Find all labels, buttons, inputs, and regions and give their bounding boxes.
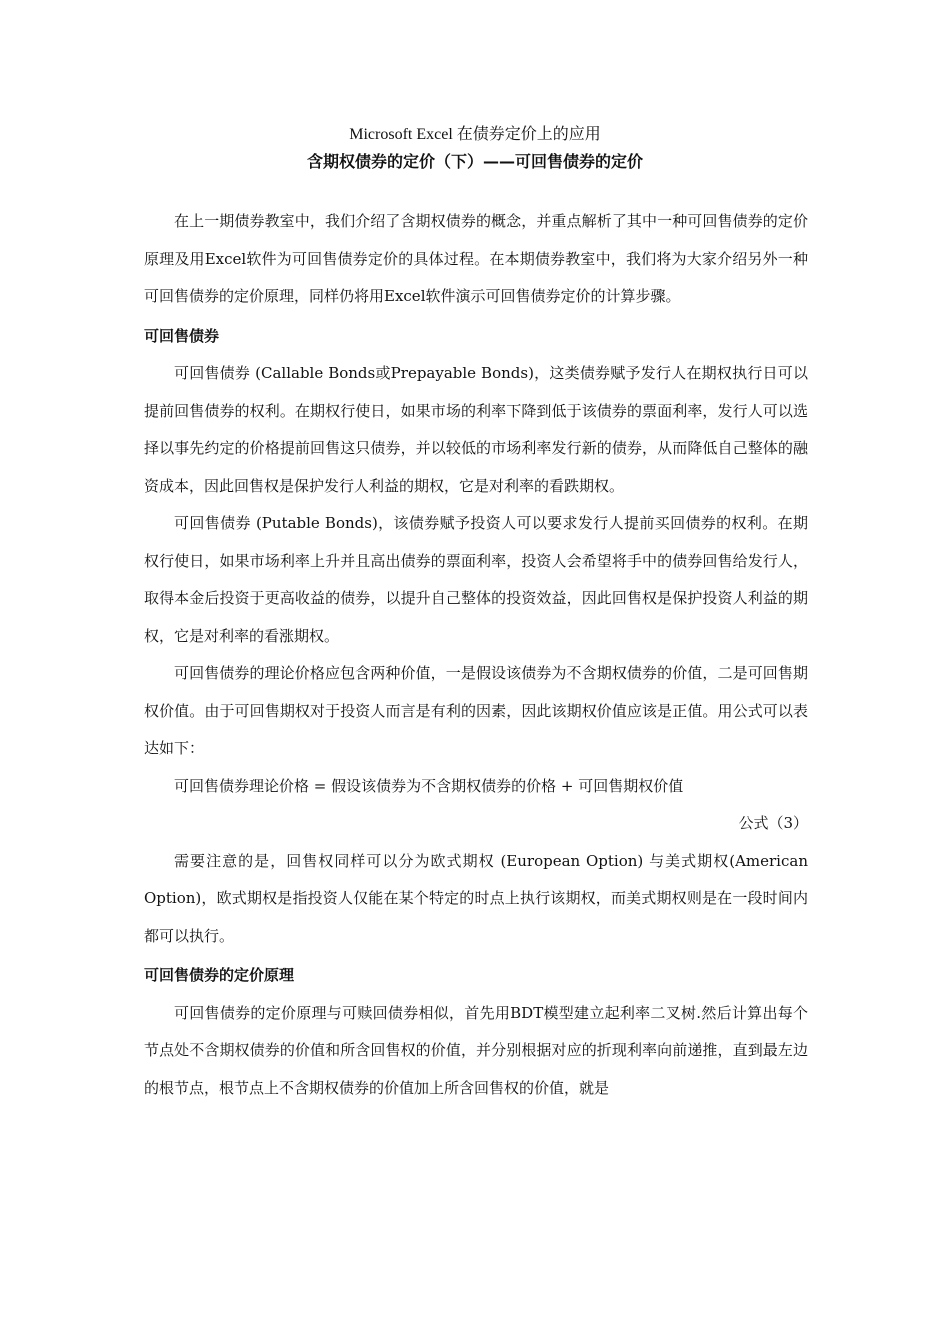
theoretical-value-paragraph: 可回售债券的理论价格应包含两种价值，一是假设该债券为不含期权债券的价值，二是可回售期权价值。由于可回售期权对于投资人而言是有利的因素，因此该期权价值应该是正值。用公式可以表达如下： [144,664,808,757]
document-body [144,203,808,1107]
option-type-paragraph: 需要注意的是，回售权同样可以分为欧式期权 (European Option) 与美式期权(American Option)，欧式期权是指投资人仅能在某个特定的时点上执行该期权，而美式期权则是在一段时间内都可以执行。 [144,851,808,945]
putable-bonds-paragraph: 可回售债券 (Putable Bonds)，该债券赋予投资人可以要求发行人提前买回债券的权利。在期权行使日，如果市场利率上升并且高出债券的票面利率，投资人会希望将手中的债券回售给发行人，取得本金后投资于更高收益的债券，以提升自己整体的投资效益，因此回售权是保护投资人利益的期权，它是对利率的看涨期权。 [144,514,808,645]
callable-bonds-paragraph: 可回售债券 (Callable Bonds或Prepayable Bonds)，这类债券赋予发行人在期权执行日可以提前回售债券的权利。在期权行使日，如果市场的利率下降到低于该债券的票面利率，发行人可以选择以事先约定的价格提前回售这只债券，并以较低的市场利率发行新的债券，从而降低自己整体的融资成本，因此回售权是保护发行人利益的期权，它是对利率的看跌期权。 [144,364,808,495]
section-heading-pricing-principle: 可回售债券的定价原理 [144,966,295,984]
formula-label: 公式（3） [738,814,808,832]
pricing-principle-paragraph: 可回售债券的定价原理与可赎回债券相似，首先用BDT模型建立起利率二叉树.然后计算出每个节点处不含期权债券的价值和所含回售权的价值，并分别根据对应的折现利率向前递推，直到最左边的根节点，根节点上不含期权债券的价值加上所含回售权的价值，就是 [144,1003,808,1097]
document-subtitle: 含期权债券的定价（下）——可回售债券的定价 [306,152,643,171]
formula-line: 可回售债券理论价格 = 假设该债券为不含期权债券的价格 + 可回售期权价值 [174,776,684,795]
intro-paragraph: 在上一期债券教室中，我们介绍了含期权债券的概念，并重点解析了其中一种可回售债券的定价原理及用Excel软件为可回售债券定价的具体过程。在本期债券教室中，我们将为大家介绍另外一种可回售债券的定价原理，同样仍将用Excel软件演示可回售债券定价的计算步骤。 [144,212,808,305]
section-heading-putable-bonds: 可回售债券 [144,326,220,345]
document-title: Microsoft Excel 在债券定价上的应用 [349,126,601,143]
